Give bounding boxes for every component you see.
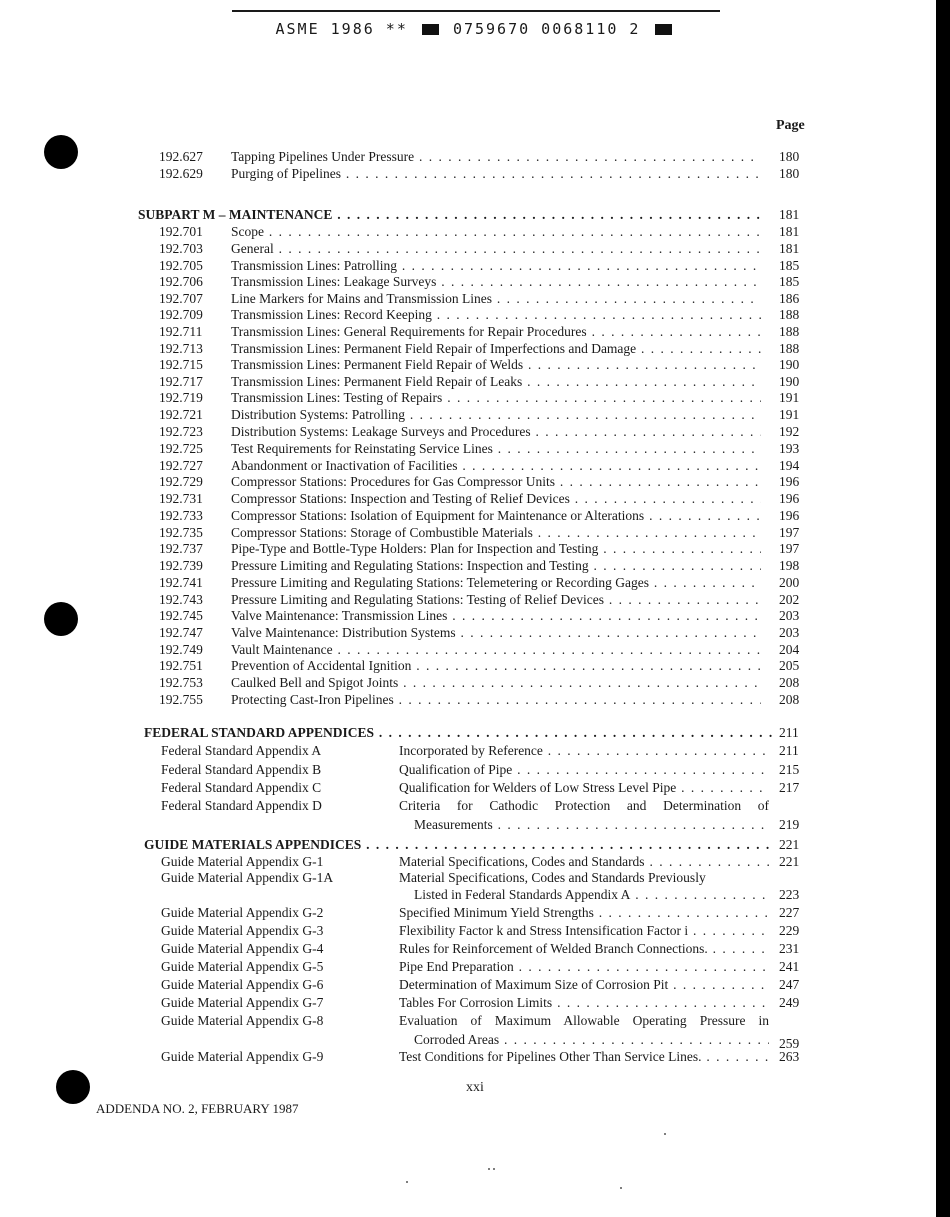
toc-entry: 192.731 Compressor Stations: Inspection and Testing of Relief Devices . . . 196 xyxy=(0,490,950,507)
scan-speck xyxy=(493,1168,495,1170)
appendix-entry: Guide Material Appendix G-4 Rules for Reinforcement of Welded Branch Connections. . . . 231 xyxy=(0,940,950,957)
section-heading-subpart-m: SUBPART M – MAINTENANCE . . . 181 xyxy=(0,206,950,223)
redaction-block xyxy=(422,24,439,35)
page-column-label: Page xyxy=(776,118,805,133)
appendix-entry: Guide Material Appendix G-3 Flexibility Factor k and Stress Intensification Factor i . . . 229 xyxy=(0,922,950,939)
appendix-entry: Guide Material Appendix G-7 Tables For Corrosion Limits . . . 249 xyxy=(0,994,950,1011)
appendix-entry: Guide Material Appendix G-5 Pipe End Preparation . . . 241 xyxy=(0,958,950,975)
appendix-entry: Guide Material Appendix G-8 Evaluation of Maximum Allowable Operating Pressure in xyxy=(161,1013,769,1028)
toc-entry: 192.705 Transmission Lines: Patrolling . . . 185 xyxy=(0,257,950,274)
appendix-entry: Federal Standard Appendix D Criteria for Cathodic Protection and Determination of xyxy=(161,798,769,813)
toc-entry: 192.739 Pressure Limiting and Regulating Stations: Inspection and Testing . . . 198 xyxy=(0,557,950,574)
appendix-entry: Guide Material Appendix G-2 Specified Minimum Yield Strengths . . . 227 xyxy=(0,904,950,921)
appendix-entry: Guide Material Appendix G-6 Determination of Maximum Size of Corrosion Pit . . . 247 xyxy=(0,976,950,993)
appendix-entry: Federal Standard Appendix C Qualification for Welders of Low Stress Level Pipe . . . 217 xyxy=(0,779,950,796)
section-heading-federal: FEDERAL STANDARD APPENDICES . . . 211 xyxy=(0,724,950,741)
toc-entry: 192.725 Test Requirements for Reinstating Service Lines . . . 193 xyxy=(0,440,950,457)
appendix-entry: Guide Material Appendix G-1A Material Specifications, Codes and Standards Previously xyxy=(161,870,706,885)
appendix-entry: Guide Material Appendix G-9 Test Conditions for Pipelines Other Than Service Lines. . . . 263 xyxy=(0,1048,950,1065)
appendix-entry-continued: Measurements . . . 219 xyxy=(0,816,950,833)
header-text-a: ASME 1986 ** xyxy=(275,20,408,38)
toc-entry: 192.706 Transmission Lines: Leakage Surveys . . . 185 xyxy=(0,273,950,290)
scan-speck xyxy=(406,1181,408,1183)
toc-entry: 192.717 Transmission Lines: Permanent Field Repair of Leaks . . . 190 xyxy=(0,373,950,390)
appendix-entry: Federal Standard Appendix B Qualification of Pipe . . . 215 xyxy=(0,761,950,778)
appendix-entry-continued: Corroded Areas . . . 259 xyxy=(0,1031,950,1048)
toc-entry: 192.743 Pressure Limiting and Regulating Stations: Testing of Relief Devices . . . 202 xyxy=(0,591,950,608)
redaction-block xyxy=(655,24,672,35)
appendix-entry: Federal Standard Appendix A Incorporated by Reference . . . 211 xyxy=(0,742,950,759)
toc-entry: 192.709 Transmission Lines: Record Keeping . . . 188 xyxy=(0,306,950,323)
toc-entry: 192.735 Compressor Stations: Storage of Combustible Materials . . . 197 xyxy=(0,524,950,541)
toc-entry: 192.751 Prevention of Accidental Ignition . . . 205 xyxy=(0,657,950,674)
toc-entry: 192.749 Vault Maintenance . . . 204 xyxy=(0,641,950,658)
toc-entry: 192.629 Purging of Pipelines . . . 180 xyxy=(0,165,950,182)
addenda-note: ADDENDA NO. 2, FEBRUARY 1987 xyxy=(96,1101,299,1116)
toc-entry: 192.727 Abandonment or Inactivation of Facilities . . . 194 xyxy=(0,457,950,474)
toc-entry: 192.729 Compressor Stations: Procedures for Gas Compressor Units . . . 196 xyxy=(0,473,950,490)
toc-entry: 192.733 Compressor Stations: Isolation of Equipment for Maintenance or Alterations . . . 196 xyxy=(0,507,950,524)
toc-entry: 192.737 Pipe-Type and Bottle-Type Holders: Plan for Inspection and Testing . . . 197 xyxy=(0,540,950,557)
header-text-b: 0759670 0068110 2 xyxy=(452,20,641,38)
header-rule xyxy=(232,10,720,12)
scan-speck xyxy=(488,1168,490,1170)
toc-entry: 192.715 Transmission Lines: Permanent Field Repair of Welds . . . 190 xyxy=(0,356,950,373)
toc-entry: 192.707 Line Markers for Mains and Transmission Lines . . . 186 xyxy=(0,290,950,307)
toc-entry: 192.711 Transmission Lines: General Requirements for Repair Procedures . . . 188 xyxy=(0,323,950,340)
toc-entry: 192.747 Valve Maintenance: Distribution Systems . . . 203 xyxy=(0,624,950,641)
document-header xyxy=(0,20,950,38)
toc-entry: 192.755 Protecting Cast-Iron Pipelines . . . 208 xyxy=(0,691,950,708)
toc-entry: 192.713 Transmission Lines: Permanent Field Repair of Imperfections and Damage . . . 188 xyxy=(0,340,950,357)
toc-entry: 192.723 Distribution Systems: Leakage Surveys and Procedures . . . 192 xyxy=(0,423,950,440)
toc-entry: 192.627 Tapping Pipelines Under Pressure . . . 180 xyxy=(0,148,950,165)
section-heading-guide: GUIDE MATERIALS APPENDICES . . . 221 xyxy=(0,836,950,853)
scan-speck xyxy=(664,1133,666,1135)
toc-entry: 192.701 Scope . . . 181 xyxy=(0,223,950,240)
appendix-entry-continued: Listed in Federal Standards Appendix A . . . 223 xyxy=(0,886,950,903)
toc-entry: 192.703 General . . . 181 xyxy=(0,240,950,257)
toc-entry: 192.745 Valve Maintenance: Transmission Lines . . . 203 xyxy=(0,607,950,624)
toc-entry: 192.719 Transmission Lines: Testing of Repairs . . . 191 xyxy=(0,389,950,406)
appendix-entry: Guide Material Appendix G-1 Material Specifications, Codes and Standards . . . 221 xyxy=(0,853,950,870)
page-number: xxi xyxy=(466,1080,484,1095)
toc-entry: 192.721 Distribution Systems: Patrolling . . . 191 xyxy=(0,406,950,423)
scan-speck xyxy=(620,1187,622,1189)
toc-entry: 192.753 Caulked Bell and Spigot Joints . . . 208 xyxy=(0,674,950,691)
toc-entry: 192.741 Pressure Limiting and Regulating Stations: Telemetering or Recording Gages . . . 200 xyxy=(0,574,950,591)
